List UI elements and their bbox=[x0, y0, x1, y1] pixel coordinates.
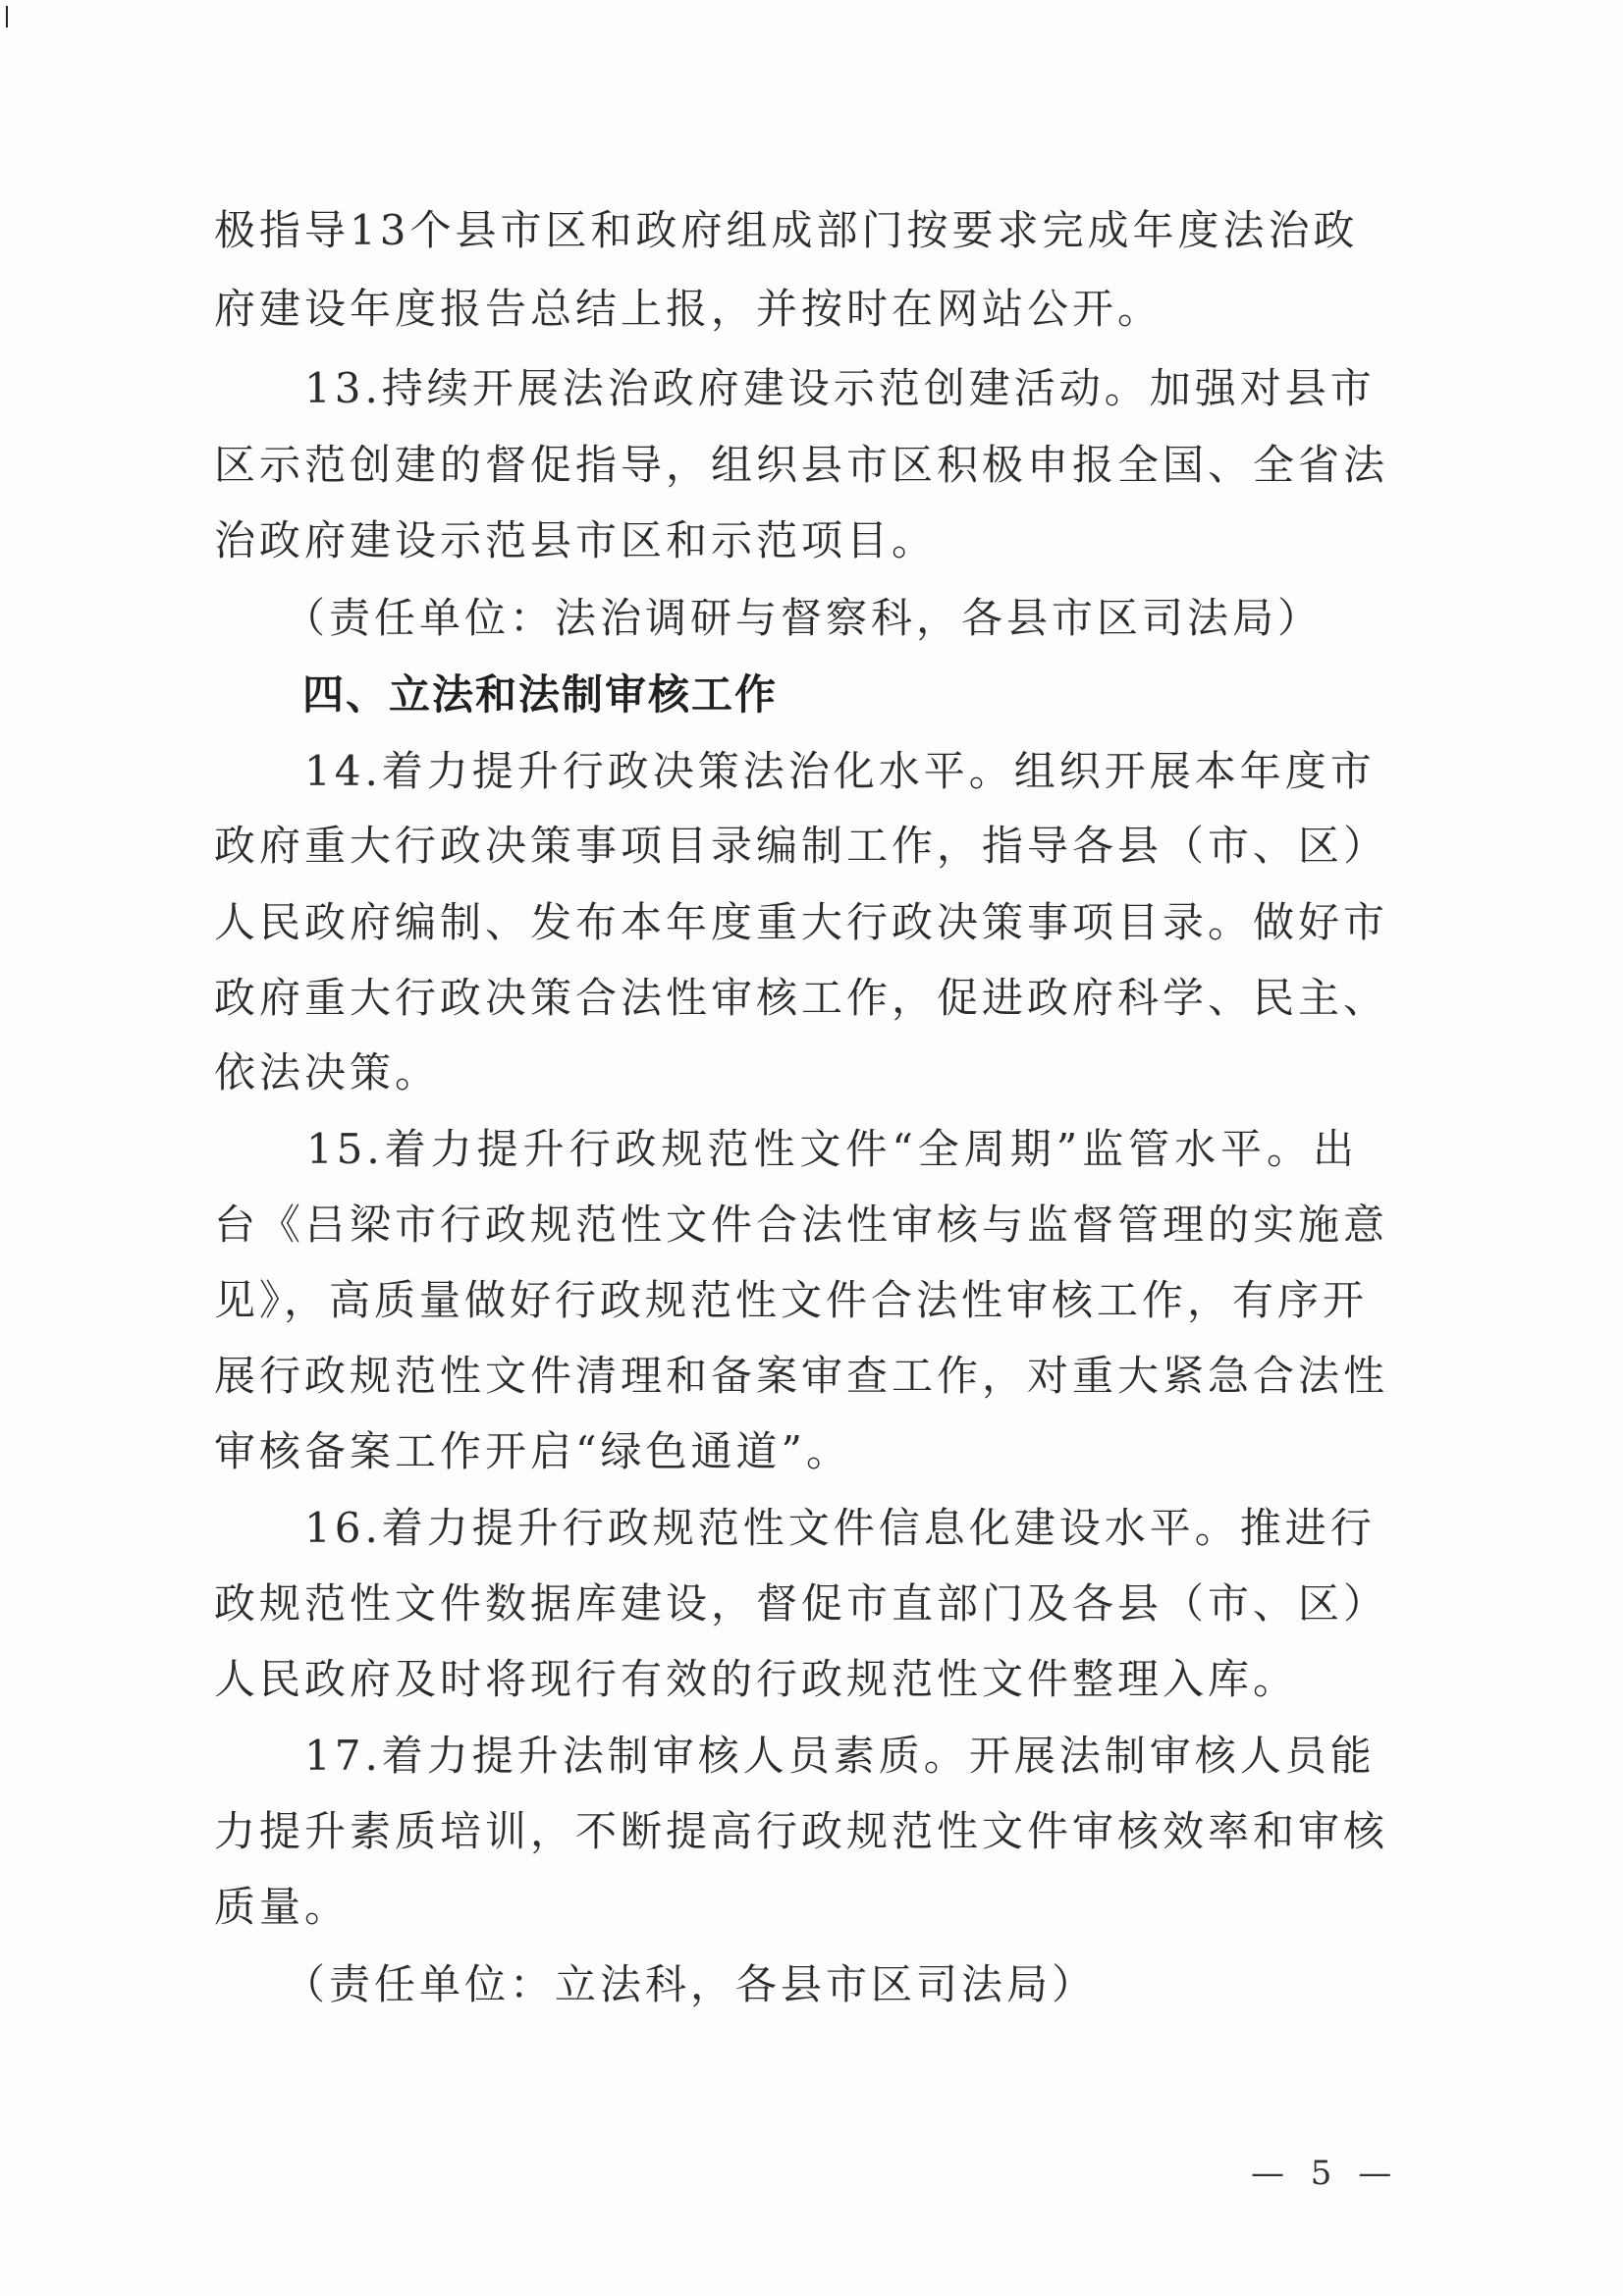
text-line: 13.持续开展法治政府建设示范创建活动。加强对县市 bbox=[214, 364, 1376, 412]
text-line: 力提升素质培训，不断提高行政规范性文件审核效率和审核 bbox=[214, 1807, 1389, 1855]
text-line: 人民政府及时将现行有效的行政规范性文件整理入库。 bbox=[214, 1655, 1299, 1703]
text-line: 展行政规范性文件清理和备案审查工作，对重大紧急合法性 bbox=[214, 1352, 1389, 1400]
text-line: 台《吕梁市行政规范性文件合法性审核与监督管理的实施意 bbox=[214, 1201, 1389, 1249]
scan-edge-mark bbox=[6, 6, 8, 27]
text-line: 政府重大行政决策事项目录编制工作，指导各县（市、区） bbox=[214, 822, 1389, 870]
text-line: 依法决策。 bbox=[214, 1048, 441, 1096]
page-number: — 5 — bbox=[1251, 2154, 1400, 2193]
section-heading: 四、立法和法制审核工作 bbox=[302, 670, 779, 719]
responsibility-note: （责任单位：立法科，各县市区司法局） bbox=[214, 1960, 1098, 2008]
text-line: 人民政府编制、发布本年度重大行政决策事项目录。做好市 bbox=[214, 898, 1389, 946]
text-line: 见》，高质量做好行政规范性文件合法性审核工作，有序开 bbox=[214, 1276, 1369, 1324]
text-line: 政规范性文件数据库建设，督促市直部门及各县（市、区） bbox=[214, 1579, 1389, 1628]
text-line: 14.着力提升行政决策法治化水平。组织开展本年度市 bbox=[214, 747, 1376, 795]
text-line: 极指导13个县市区和政府组成部门按要求完成年度法治政 bbox=[214, 206, 1359, 254]
responsibility-note: （责任单位：法治调研与督察科，各县市区司法局） bbox=[214, 594, 1324, 642]
text-line: 15.着力提升行政规范性文件“全周期”监管水平。出 bbox=[214, 1125, 1358, 1173]
text-line: 区示范创建的督促指导，组织县市区积极申报全国、全省法 bbox=[214, 441, 1389, 489]
text-line: 质量。 bbox=[214, 1883, 351, 1931]
text-line: 府建设年度报告总结上报，并按时在网站公开。 bbox=[214, 285, 1163, 333]
text-line: 政府重大行政决策合法性审核工作，促进政府科学、民主、 bbox=[214, 974, 1389, 1022]
text-line: 治政府建设示范县市区和示范项目。 bbox=[214, 516, 938, 564]
text-line: 16.着力提升行政规范性文件信息化建设水平。推进行 bbox=[214, 1504, 1376, 1552]
text-line: 17.着力提升法制审核人员素质。开展法制审核人员能 bbox=[214, 1732, 1376, 1780]
text-line: 审核备案工作开启“绿色通道”。 bbox=[214, 1427, 851, 1475]
